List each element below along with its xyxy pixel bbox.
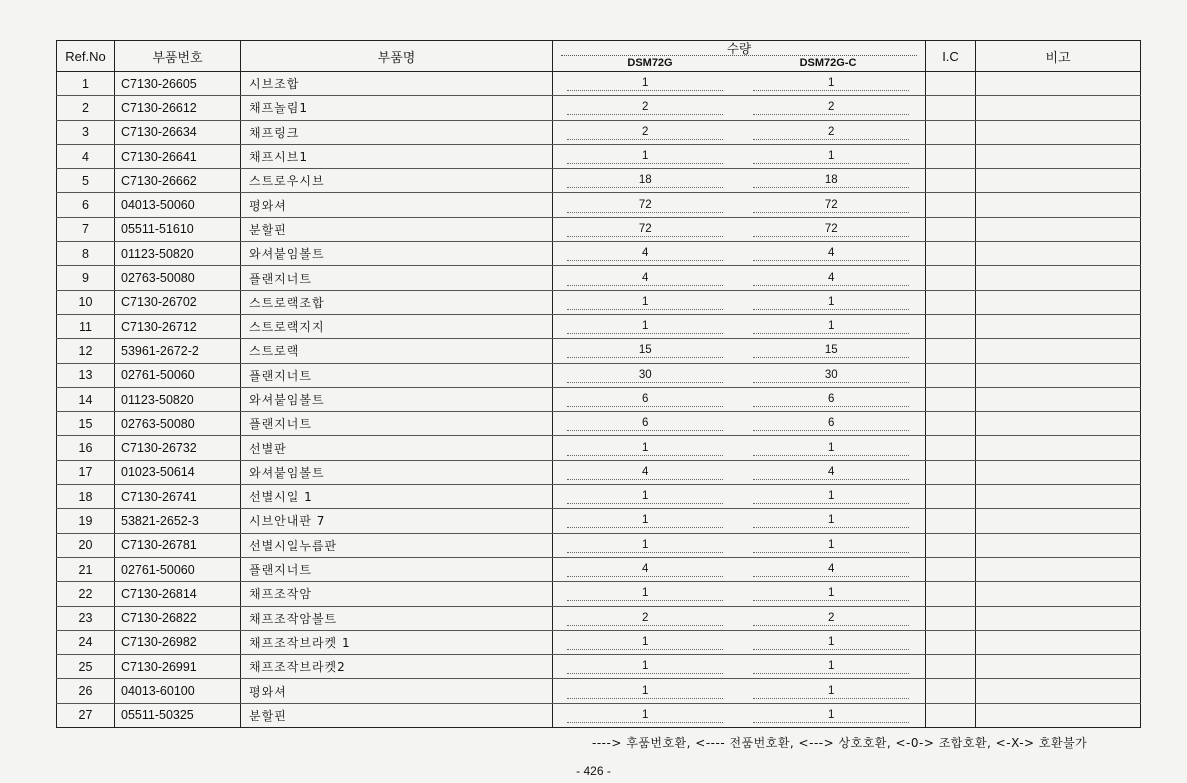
cell-ref-no: 3 xyxy=(57,120,115,144)
qty-value: 4 xyxy=(567,465,723,480)
table-row xyxy=(57,120,1141,144)
cell-ref-no: 13 xyxy=(57,363,115,387)
cell-ref-no: 25 xyxy=(57,655,115,679)
table-row xyxy=(57,557,1141,581)
cell-part-name: 와셔붙임볼트 xyxy=(241,460,553,484)
qty-value: 72 xyxy=(567,198,723,213)
cell-qty-model-2 xyxy=(738,363,926,387)
qty-value: 1 xyxy=(567,295,723,310)
cell-part-number: 01123-50820 xyxy=(115,387,241,411)
cell-part-name: 채프조작브라켓 1 xyxy=(241,630,553,654)
cell-part-name: 시브조합 xyxy=(241,72,553,96)
qty-value: 72 xyxy=(753,222,909,237)
cell-remarks xyxy=(976,169,1141,193)
cell-qty-model-2 xyxy=(738,533,926,557)
qty-value: 1 xyxy=(567,513,723,528)
cell-qty-model-1 xyxy=(553,314,738,338)
header-remarks: 비고 xyxy=(976,41,1141,72)
cell-part-name: 채프조작브라켓2 xyxy=(241,655,553,679)
cell-remarks xyxy=(976,509,1141,533)
cell-ic xyxy=(926,193,976,217)
cell-part-name: 평와셔 xyxy=(241,193,553,217)
table-row xyxy=(57,96,1141,120)
cell-qty-model-2 xyxy=(738,436,926,460)
cell-ic xyxy=(926,679,976,703)
cell-part-number: C7130-26641 xyxy=(115,144,241,168)
cell-ic xyxy=(926,217,976,241)
cell-ic xyxy=(926,630,976,654)
table-row xyxy=(57,290,1141,314)
qty-value: 2 xyxy=(567,125,723,140)
cell-part-number: 01123-50820 xyxy=(115,242,241,266)
table-row xyxy=(57,314,1141,338)
cell-ref-no: 8 xyxy=(57,242,115,266)
table-row xyxy=(57,485,1141,509)
cell-part-name: 채프시브1 xyxy=(241,144,553,168)
qty-value: 1 xyxy=(567,441,723,456)
header-quantity xyxy=(553,41,926,72)
qty-value: 6 xyxy=(753,416,909,431)
table-row xyxy=(57,509,1141,533)
cell-qty-model-1 xyxy=(553,630,738,654)
cell-part-number: 02761-50060 xyxy=(115,557,241,581)
cell-qty-model-1 xyxy=(553,509,738,533)
cell-qty-model-1 xyxy=(553,290,738,314)
cell-qty-model-1 xyxy=(553,606,738,630)
cell-part-name: 채프링크 xyxy=(241,120,553,144)
cell-part-number: C7130-26662 xyxy=(115,169,241,193)
qty-value: 1 xyxy=(753,659,909,674)
cell-ref-no: 21 xyxy=(57,557,115,581)
cell-qty-model-2 xyxy=(738,412,926,436)
cell-qty-model-1 xyxy=(553,363,738,387)
cell-ref-no: 23 xyxy=(57,606,115,630)
cell-ic xyxy=(926,533,976,557)
cell-qty-model-2 xyxy=(738,242,926,266)
cell-part-name: 플랜지너트 xyxy=(241,266,553,290)
cell-ic xyxy=(926,606,976,630)
qty-value: 1 xyxy=(753,149,909,164)
qty-value: 2 xyxy=(753,611,909,626)
cell-ref-no: 17 xyxy=(57,460,115,484)
qty-value: 1 xyxy=(753,635,909,650)
qty-value: 2 xyxy=(567,100,723,115)
cell-remarks xyxy=(976,242,1141,266)
cell-part-number: C7130-26634 xyxy=(115,120,241,144)
cell-part-number: C7130-26612 xyxy=(115,96,241,120)
qty-value: 1 xyxy=(567,684,723,699)
cell-ic xyxy=(926,582,976,606)
cell-remarks xyxy=(976,314,1141,338)
cell-remarks xyxy=(976,217,1141,241)
cell-part-name: 선별판 xyxy=(241,436,553,460)
qty-value: 15 xyxy=(753,343,909,358)
cell-qty-model-1 xyxy=(553,582,738,606)
table-row xyxy=(57,606,1141,630)
cell-ic xyxy=(926,485,976,509)
qty-value: 1 xyxy=(567,635,723,650)
qty-value: 30 xyxy=(567,368,723,383)
qty-value: 1 xyxy=(753,586,909,601)
cell-part-name: 플랜지너트 xyxy=(241,557,553,581)
cell-ic xyxy=(926,169,976,193)
cell-part-number: C7130-26741 xyxy=(115,485,241,509)
cell-qty-model-2 xyxy=(738,169,926,193)
table-row xyxy=(57,533,1141,557)
table-row xyxy=(57,460,1141,484)
cell-ref-no: 4 xyxy=(57,144,115,168)
table-row xyxy=(57,582,1141,606)
cell-remarks xyxy=(976,363,1141,387)
cell-ic xyxy=(926,363,976,387)
header-quantity-label: 수량 xyxy=(726,40,752,56)
table-row xyxy=(57,242,1141,266)
cell-qty-model-2 xyxy=(738,630,926,654)
cell-part-number: 02763-50080 xyxy=(115,412,241,436)
header-ref-no: Ref.No xyxy=(57,41,115,72)
cell-remarks xyxy=(976,339,1141,363)
cell-part-number: C7130-26814 xyxy=(115,582,241,606)
cell-part-number: C7130-26712 xyxy=(115,314,241,338)
cell-qty-model-2 xyxy=(738,557,926,581)
cell-remarks xyxy=(976,144,1141,168)
cell-qty-model-2 xyxy=(738,387,926,411)
cell-part-number: 53821-2652-3 xyxy=(115,509,241,533)
cell-part-number: 53961-2672-2 xyxy=(115,339,241,363)
qty-value: 2 xyxy=(567,611,723,626)
table-header-row xyxy=(57,41,1141,72)
cell-qty-model-1 xyxy=(553,193,738,217)
qty-value: 1 xyxy=(567,76,723,91)
cell-qty-model-2 xyxy=(738,703,926,727)
cell-remarks xyxy=(976,120,1141,144)
cell-part-number: 05511-50325 xyxy=(115,703,241,727)
cell-ref-no: 6 xyxy=(57,193,115,217)
cell-part-number: C7130-26781 xyxy=(115,533,241,557)
cell-part-name: 플랜지너트 xyxy=(241,412,553,436)
cell-ic xyxy=(926,557,976,581)
cell-ic xyxy=(926,387,976,411)
cell-qty-model-2 xyxy=(738,144,926,168)
qty-value: 1 xyxy=(753,489,909,504)
cell-qty-model-2 xyxy=(738,485,926,509)
cell-ic xyxy=(926,703,976,727)
cell-qty-model-1 xyxy=(553,72,738,96)
cell-part-name: 스트로랙지지 xyxy=(241,314,553,338)
cell-part-number: 04013-60100 xyxy=(115,679,241,703)
cell-ref-no: 24 xyxy=(57,630,115,654)
cell-ref-no: 18 xyxy=(57,485,115,509)
table-row xyxy=(57,169,1141,193)
cell-qty-model-1 xyxy=(553,533,738,557)
cell-remarks xyxy=(976,655,1141,679)
cell-qty-model-1 xyxy=(553,557,738,581)
cell-qty-model-2 xyxy=(738,339,926,363)
cell-part-number: 05511-51610 xyxy=(115,217,241,241)
qty-value: 1 xyxy=(567,319,723,334)
header-model-1: DSM72G xyxy=(627,56,673,69)
table-row xyxy=(57,679,1141,703)
qty-value: 30 xyxy=(753,368,909,383)
cell-part-name: 채프조작암볼트 xyxy=(241,606,553,630)
cell-part-name: 스트로랙조합 xyxy=(241,290,553,314)
qty-value: 72 xyxy=(753,198,909,213)
cell-qty-model-2 xyxy=(738,217,926,241)
cell-part-name: 스트로우시브 xyxy=(241,169,553,193)
cell-qty-model-2 xyxy=(738,460,926,484)
cell-part-name: 선별시일누름판 xyxy=(241,533,553,557)
cell-remarks xyxy=(976,266,1141,290)
cell-remarks xyxy=(976,290,1141,314)
qty-value: 6 xyxy=(567,392,723,407)
qty-value: 18 xyxy=(753,173,909,188)
cell-ic xyxy=(926,72,976,96)
cell-qty-model-1 xyxy=(553,339,738,363)
cell-qty-model-2 xyxy=(738,266,926,290)
cell-part-number: 02763-50080 xyxy=(115,266,241,290)
cell-part-number: C7130-26822 xyxy=(115,606,241,630)
cell-qty-model-2 xyxy=(738,606,926,630)
cell-ref-no: 7 xyxy=(57,217,115,241)
table-row xyxy=(57,266,1141,290)
cell-part-name: 분할핀 xyxy=(241,703,553,727)
cell-ref-no: 16 xyxy=(57,436,115,460)
cell-part-number: C7130-26991 xyxy=(115,655,241,679)
cell-qty-model-1 xyxy=(553,217,738,241)
qty-value: 1 xyxy=(567,149,723,164)
cell-qty-model-1 xyxy=(553,242,738,266)
table-row xyxy=(57,655,1141,679)
cell-ref-no: 10 xyxy=(57,290,115,314)
cell-part-number: C7130-26732 xyxy=(115,436,241,460)
cell-ic xyxy=(926,242,976,266)
cell-part-number: C7130-26982 xyxy=(115,630,241,654)
cell-ref-no: 22 xyxy=(57,582,115,606)
table-row xyxy=(57,217,1141,241)
cell-qty-model-1 xyxy=(553,655,738,679)
cell-ref-no: 9 xyxy=(57,266,115,290)
cell-ref-no: 19 xyxy=(57,509,115,533)
cell-ic xyxy=(926,144,976,168)
table-row xyxy=(57,412,1141,436)
cell-qty-model-1 xyxy=(553,144,738,168)
qty-value: 4 xyxy=(567,562,723,577)
cell-part-name: 선별시일 1 xyxy=(241,485,553,509)
cell-ic xyxy=(926,412,976,436)
cell-ic xyxy=(926,509,976,533)
cell-part-number: 02761-50060 xyxy=(115,363,241,387)
cell-qty-model-2 xyxy=(738,72,926,96)
qty-value: 6 xyxy=(753,392,909,407)
cell-part-number: C7130-26605 xyxy=(115,72,241,96)
qty-value: 1 xyxy=(753,538,909,553)
cell-remarks xyxy=(976,582,1141,606)
qty-value: 18 xyxy=(567,173,723,188)
cell-qty-model-2 xyxy=(738,509,926,533)
cell-qty-model-1 xyxy=(553,169,738,193)
cell-qty-model-2 xyxy=(738,120,926,144)
cell-qty-model-1 xyxy=(553,679,738,703)
qty-value: 6 xyxy=(567,416,723,431)
cell-qty-model-1 xyxy=(553,460,738,484)
cell-part-name: 스트로랙 xyxy=(241,339,553,363)
cell-ic xyxy=(926,120,976,144)
cell-ref-no: 15 xyxy=(57,412,115,436)
qty-value: 1 xyxy=(753,295,909,310)
cell-remarks xyxy=(976,606,1141,630)
header-model-2: DSM72G-C xyxy=(799,56,857,69)
cell-remarks xyxy=(976,436,1141,460)
page-number: - 426 - xyxy=(576,764,611,778)
cell-qty-model-1 xyxy=(553,436,738,460)
cell-part-number: 01023-50614 xyxy=(115,460,241,484)
qty-value: 1 xyxy=(753,513,909,528)
cell-ic xyxy=(926,339,976,363)
cell-ic xyxy=(926,436,976,460)
table-row xyxy=(57,630,1141,654)
table-row xyxy=(57,363,1141,387)
qty-value: 2 xyxy=(753,100,909,115)
qty-value: 4 xyxy=(567,271,723,286)
qty-value: 72 xyxy=(567,222,723,237)
cell-ref-no: 2 xyxy=(57,96,115,120)
cell-qty-model-1 xyxy=(553,412,738,436)
qty-value: 4 xyxy=(753,246,909,261)
cell-remarks xyxy=(976,557,1141,581)
cell-qty-model-2 xyxy=(738,96,926,120)
qty-value: 1 xyxy=(567,708,723,723)
cell-part-name: 시브안내판 7 xyxy=(241,509,553,533)
qty-value: 1 xyxy=(567,489,723,504)
qty-value: 1 xyxy=(753,708,909,723)
cell-ic xyxy=(926,96,976,120)
qty-value: 1 xyxy=(567,586,723,601)
cell-remarks xyxy=(976,485,1141,509)
cell-part-name: 와셔붙임볼트 xyxy=(241,387,553,411)
qty-value: 4 xyxy=(753,271,909,286)
qty-value: 1 xyxy=(567,659,723,674)
cell-qty-model-2 xyxy=(738,582,926,606)
cell-part-name: 평와셔 xyxy=(241,679,553,703)
cell-ref-no: 11 xyxy=(57,314,115,338)
cell-remarks xyxy=(976,96,1141,120)
header-ic: I.C xyxy=(926,41,976,72)
cell-ref-no: 26 xyxy=(57,679,115,703)
cell-part-name: 플랜지너트 xyxy=(241,363,553,387)
cell-ic xyxy=(926,266,976,290)
parts-table xyxy=(56,40,1141,728)
qty-value: 15 xyxy=(567,343,723,358)
table-row xyxy=(57,339,1141,363)
cell-remarks xyxy=(976,72,1141,96)
cell-remarks xyxy=(976,412,1141,436)
table-row xyxy=(57,144,1141,168)
header-part-number: 부품번호 xyxy=(115,41,241,72)
table-row xyxy=(57,703,1141,727)
cell-qty-model-2 xyxy=(738,655,926,679)
cell-part-name: 채프조작암 xyxy=(241,582,553,606)
cell-qty-model-1 xyxy=(553,266,738,290)
table-row xyxy=(57,436,1141,460)
qty-value: 4 xyxy=(753,465,909,480)
cell-part-number: C7130-26702 xyxy=(115,290,241,314)
qty-value: 1 xyxy=(753,684,909,699)
cell-ic xyxy=(926,314,976,338)
cell-part-name: 채프놀림1 xyxy=(241,96,553,120)
cell-qty-model-1 xyxy=(553,120,738,144)
cell-qty-model-2 xyxy=(738,679,926,703)
cell-ref-no: 20 xyxy=(57,533,115,557)
qty-value: 4 xyxy=(753,562,909,577)
qty-value: 1 xyxy=(753,319,909,334)
cell-ref-no: 1 xyxy=(57,72,115,96)
interchangeability-legend: ----> 후품번호환, <---- 전품번호환, <---> 상호호환, <-0-> 조합호환, <-X-> 호환불가 xyxy=(592,736,1088,750)
cell-remarks xyxy=(976,193,1141,217)
cell-ic xyxy=(926,460,976,484)
table-row xyxy=(57,72,1141,96)
cell-part-name: 분할핀 xyxy=(241,217,553,241)
table-row xyxy=(57,387,1141,411)
cell-qty-model-1 xyxy=(553,96,738,120)
qty-value: 4 xyxy=(567,246,723,261)
cell-qty-model-1 xyxy=(553,485,738,509)
qty-value: 1 xyxy=(753,76,909,91)
cell-qty-model-2 xyxy=(738,314,926,338)
cell-ic xyxy=(926,655,976,679)
cell-remarks xyxy=(976,387,1141,411)
cell-remarks xyxy=(976,630,1141,654)
qty-value: 2 xyxy=(753,125,909,140)
cell-part-number: 04013-50060 xyxy=(115,193,241,217)
cell-remarks xyxy=(976,460,1141,484)
cell-ref-no: 5 xyxy=(57,169,115,193)
cell-remarks xyxy=(976,679,1141,703)
cell-ref-no: 14 xyxy=(57,387,115,411)
cell-ref-no: 12 xyxy=(57,339,115,363)
header-model-row xyxy=(561,55,917,71)
table-row xyxy=(57,193,1141,217)
cell-part-name: 와셔붙임볼트 xyxy=(241,242,553,266)
cell-ref-no: 27 xyxy=(57,703,115,727)
cell-qty-model-2 xyxy=(738,290,926,314)
qty-value: 1 xyxy=(753,441,909,456)
cell-qty-model-1 xyxy=(553,387,738,411)
header-part-name: 부품명 xyxy=(241,41,553,72)
cell-qty-model-1 xyxy=(553,703,738,727)
cell-remarks xyxy=(976,533,1141,557)
cell-remarks xyxy=(976,703,1141,727)
parts-table-body xyxy=(57,72,1141,728)
cell-qty-model-2 xyxy=(738,193,926,217)
cell-ic xyxy=(926,290,976,314)
qty-value: 1 xyxy=(567,538,723,553)
